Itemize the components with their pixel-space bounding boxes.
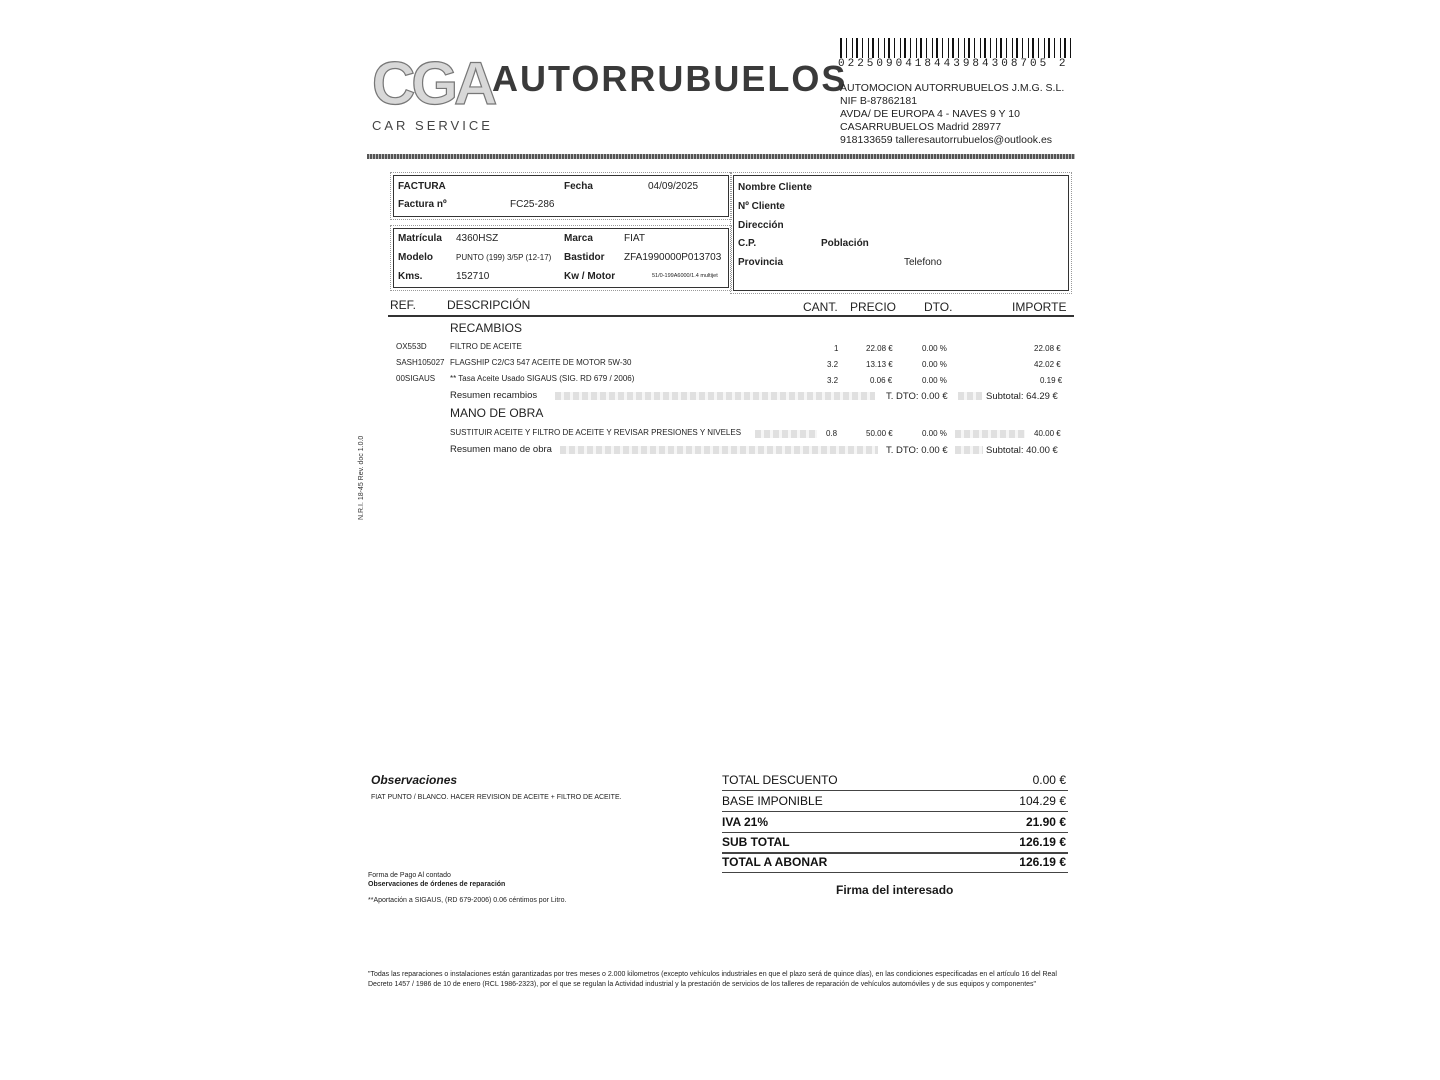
factura-numero-value: FC25-286 bbox=[510, 199, 555, 210]
barcode-bar bbox=[1048, 38, 1050, 58]
barcode-bar bbox=[920, 38, 922, 58]
row-importe: 22.08 € bbox=[1034, 344, 1061, 353]
barcode-bar bbox=[868, 38, 869, 58]
marca-value: FIAT bbox=[624, 233, 645, 244]
redacted-area bbox=[955, 446, 983, 454]
motor-value: 51/0-199A6000/1.4 multijet bbox=[652, 273, 718, 279]
resumen-mano-dto: T. DTO: 0.00 € bbox=[886, 445, 948, 456]
company-city: CASARRUBUELOS Madrid 28977 bbox=[840, 121, 1002, 133]
barcode-bar bbox=[846, 38, 847, 58]
barcode-bar bbox=[888, 38, 890, 58]
barcode-bar bbox=[1054, 38, 1055, 58]
row-precio: 22.08 € bbox=[866, 344, 893, 353]
marca-label: Marca bbox=[564, 233, 593, 244]
row-desc: SUSTITUIR ACEITE Y FILTRO DE ACEITE Y REVISAR PRESIONES Y NIVELES bbox=[450, 428, 742, 437]
cga-logo bbox=[372, 50, 494, 117]
barcode-bar bbox=[1016, 38, 1018, 58]
totals-divider bbox=[722, 852, 1068, 854]
fecha-value: 04/09/2025 bbox=[648, 181, 699, 192]
kms-label: Kms. bbox=[398, 271, 423, 282]
barcode-bar bbox=[996, 38, 997, 58]
redacted-area bbox=[755, 430, 817, 438]
kms-value: 152710 bbox=[456, 271, 490, 282]
barcode-bar bbox=[968, 38, 970, 58]
barcode-bar bbox=[862, 38, 863, 58]
barcode-bar bbox=[948, 38, 949, 58]
barcode-bar bbox=[932, 38, 933, 58]
barcode-bar bbox=[1022, 38, 1023, 58]
vehicle-box bbox=[393, 228, 729, 288]
legal-footer: "Todas las reparaciones o instalaciones están garantizadas por tres meses o 2.000 kilometros (excepto vehículos industriales en que el plazo será de quince días), en las condiciones especificadas en el artículo 16 del Real Decreto 1457 / 1986 de 10 de enero (RCL 1986-2323), por el que se regulan la Actividad industrial y la prestación de servicios de los talleres de reparación de vehículos automóviles y de sus equipos y componentes" bbox=[368, 971, 1057, 988]
row-desc: ** Tasa Aceite Usado SIGAUS (SIG. RD 679 / 2006) bbox=[450, 374, 635, 383]
row-dto: 0.00 % bbox=[922, 344, 947, 353]
resumen-mano-subtotal: Subtotal: 40.00 € bbox=[986, 445, 1058, 456]
col-importe: IMPORTE bbox=[1012, 300, 1067, 314]
company-info bbox=[840, 82, 1064, 147]
observaciones-text: FIAT PUNTO / BLANCO. HACER REVISION DE ACEITE + FILTRO DE ACEITE. bbox=[371, 794, 622, 801]
barcode-bar bbox=[878, 38, 879, 58]
row-dto: 0.00 % bbox=[922, 376, 947, 385]
barcode-bar bbox=[1070, 38, 1071, 58]
row-importe: 0.19 € bbox=[1040, 376, 1063, 385]
row-precio: 13.13 € bbox=[866, 360, 893, 369]
bastidor-label: Bastidor bbox=[564, 252, 605, 263]
factura-label: FACTURA bbox=[398, 181, 446, 192]
barcode-bar bbox=[958, 38, 959, 58]
observaciones-title: Observaciones bbox=[371, 773, 458, 787]
barcode-bar bbox=[980, 38, 981, 58]
motor-label: Kw / Motor bbox=[564, 271, 616, 282]
redacted-area bbox=[555, 392, 875, 400]
barcode-bar bbox=[942, 38, 943, 58]
iva-value: 21.90 € bbox=[1025, 815, 1066, 829]
row-dto: 0.00 % bbox=[922, 360, 947, 369]
totals-divider bbox=[722, 832, 1068, 833]
telefono-label: Telefono bbox=[904, 257, 942, 268]
col-dto: DTO. bbox=[924, 300, 953, 314]
barcode-bar bbox=[926, 38, 927, 58]
iva-label: IVA 21% bbox=[722, 815, 769, 829]
barcode-bar bbox=[936, 38, 938, 58]
provincia-label: Provincia bbox=[738, 257, 784, 268]
barcode-bar bbox=[964, 38, 965, 58]
row-precio: 0.06 € bbox=[870, 376, 893, 385]
company-nif: NIF B-87862181 bbox=[840, 95, 918, 107]
row-desc: FLAGSHIP C2/C3 547 ACEITE DE MOTOR 5W-30 bbox=[450, 358, 632, 367]
modelo-label: Modelo bbox=[398, 252, 433, 263]
row-cant: 3.2 bbox=[827, 376, 839, 385]
resumen-recambios-label: Resumen recambios bbox=[450, 390, 538, 401]
redacted-area bbox=[955, 430, 1025, 438]
row-importe: 42.02 € bbox=[1034, 360, 1061, 369]
barcode-bar bbox=[856, 38, 858, 58]
barcode-bar bbox=[872, 38, 874, 58]
forma-pago: Forma de Pago Al contado bbox=[368, 872, 451, 879]
direccion-label: Dirección bbox=[738, 220, 784, 231]
company-contact: 918133659 talleresautorrubuelos@outlook.es bbox=[840, 134, 1053, 146]
matricula-label: Matrícula bbox=[398, 233, 442, 244]
bastidor-value: ZFA1990000P013703 bbox=[624, 252, 722, 263]
matricula-value: 4360HSZ bbox=[456, 233, 499, 244]
totals-divider bbox=[722, 872, 1068, 873]
totals-divider bbox=[722, 811, 1068, 812]
total-descuento-value: 0.00 € bbox=[1032, 773, 1066, 787]
barcode-bar bbox=[1038, 38, 1039, 58]
col-cant: CANT. bbox=[803, 300, 838, 314]
company-name: AUTOMOCION AUTORRUBUELOS J.M.G. S.L. bbox=[840, 82, 1065, 94]
recambios-title: RECAMBIOS bbox=[450, 321, 523, 335]
barcode-bar bbox=[916, 38, 917, 58]
barcode-bar bbox=[894, 38, 895, 58]
barcode-bar bbox=[1064, 38, 1066, 58]
col-ref: REF. bbox=[390, 298, 417, 312]
observaciones-ordenes: Observaciones de órdenes de reparación bbox=[368, 881, 506, 888]
barcode-bar bbox=[974, 38, 975, 58]
barcode-bar bbox=[984, 38, 986, 58]
row-cant: 0.8 bbox=[826, 429, 838, 438]
barcode-bar bbox=[904, 38, 906, 58]
barcode-number: 0225090418443984308705 2 bbox=[838, 58, 1069, 70]
barcode-bar bbox=[1032, 38, 1034, 58]
row-ref: 00SIGAUS bbox=[396, 374, 436, 383]
barcode bbox=[840, 38, 1076, 58]
row-ref: SASH105027 bbox=[396, 358, 445, 367]
sub-total-label: SUB TOTAL bbox=[722, 835, 790, 849]
total-descuento-label: TOTAL DESCUENTO bbox=[722, 773, 838, 787]
barcode-bar bbox=[1060, 38, 1061, 58]
col-precio: PRECIO bbox=[850, 300, 897, 314]
resumen-mano-label: Resumen mano de obra bbox=[450, 444, 552, 455]
total-abonar-label: TOTAL A ABONAR bbox=[722, 855, 828, 869]
row-cant: 3.2 bbox=[827, 360, 839, 369]
sigaus-note: **Aportación a SIGAUS, (RD 679-2006) 0.06 céntimos por Litro. bbox=[368, 897, 567, 904]
client-box bbox=[733, 175, 1069, 291]
row-desc: FILTRO DE ACEITE bbox=[450, 342, 522, 351]
barcode-bar bbox=[1012, 38, 1013, 58]
mano-obra-title: MANO DE OBRA bbox=[450, 406, 544, 420]
row-dto: 0.00 % bbox=[922, 429, 947, 438]
barcode-bar bbox=[884, 38, 885, 58]
row-precio: 50.00 € bbox=[866, 429, 893, 438]
barcode-bar bbox=[840, 38, 842, 58]
base-imponible-label: BASE IMPONIBLE bbox=[722, 794, 823, 808]
factura-numero-label: Factura nº bbox=[398, 199, 447, 210]
resumen-recambios-dto: T. DTO: 0.00 € bbox=[886, 391, 948, 402]
barcode-bar bbox=[1028, 38, 1029, 58]
fecha-label: Fecha bbox=[564, 181, 593, 192]
barcode-bar bbox=[1006, 38, 1007, 58]
barcode-bar bbox=[990, 38, 991, 58]
nombre-cliente-label: Nombre Cliente bbox=[738, 182, 812, 193]
numero-cliente-label: Nº Cliente bbox=[738, 201, 785, 212]
brand-name: AUTORRUBUELOS bbox=[492, 58, 848, 99]
barcode-bar bbox=[952, 38, 954, 58]
barcode-bar bbox=[1044, 38, 1045, 58]
header-divider bbox=[367, 154, 1075, 159]
cp-label: C.P. bbox=[738, 238, 757, 249]
row-ref: OX553D bbox=[396, 342, 427, 351]
side-document-code: N.R.I. 18-45 Rev. doc 1.0.0 bbox=[358, 435, 365, 520]
firma-label: Firma del interesado bbox=[836, 883, 954, 897]
invoice-box bbox=[393, 175, 729, 217]
row-cant: 1 bbox=[834, 344, 839, 353]
barcode-bar bbox=[852, 38, 853, 58]
company-address: AVDA/ DE EUROPA 4 - NAVES 9 Y 10 bbox=[840, 108, 1020, 120]
svg-text:CGA: CGA bbox=[372, 50, 494, 117]
barcode-bar bbox=[910, 38, 911, 58]
redacted-area bbox=[560, 446, 878, 454]
modelo-value: PUNTO (199) 3/5P (12-17) bbox=[456, 253, 552, 262]
barcode-bar bbox=[900, 38, 901, 58]
total-abonar-value: 126.19 € bbox=[1019, 855, 1066, 869]
redacted-area bbox=[958, 392, 982, 400]
table-header-line bbox=[388, 315, 1074, 317]
row-importe: 40.00 € bbox=[1034, 429, 1061, 438]
col-descripcion: DESCRIPCIÓN bbox=[447, 298, 531, 312]
totals-divider bbox=[722, 790, 1068, 791]
logo-subtitle: CAR SERVICE bbox=[372, 118, 493, 133]
resumen-recambios-subtotal: Subtotal: 64.29 € bbox=[986, 391, 1058, 402]
sub-total-value: 126.19 € bbox=[1019, 835, 1066, 849]
barcode-bar bbox=[1000, 38, 1002, 58]
base-imponible-value: 104.29 € bbox=[1019, 794, 1066, 808]
poblacion-label: Población bbox=[821, 238, 869, 249]
